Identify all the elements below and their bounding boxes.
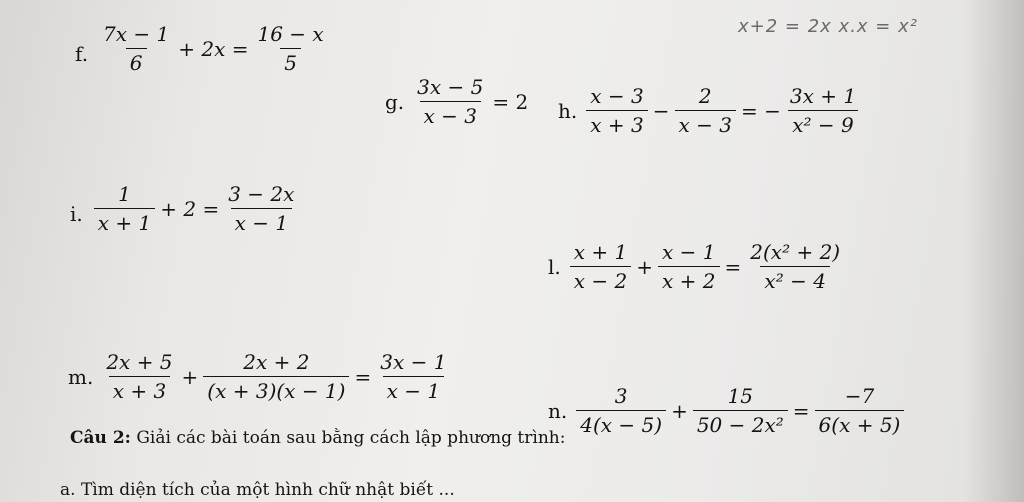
label-f: f. bbox=[75, 42, 89, 66]
numerator: 1 bbox=[118, 182, 131, 206]
label-i: i. bbox=[70, 202, 83, 226]
fraction bbox=[786, 84, 860, 137]
equation-f bbox=[75, 22, 331, 75]
equation-g bbox=[385, 75, 530, 128]
numerator: 16 − x bbox=[257, 22, 324, 46]
fraction bbox=[586, 84, 647, 137]
denominator: 4(x − 5) bbox=[576, 410, 666, 437]
fraction bbox=[99, 22, 173, 75]
numerator: x + 1 bbox=[573, 240, 628, 264]
handwritten-note: x+2 = 2x x.x = x² bbox=[738, 16, 918, 37]
denominator: 6 bbox=[126, 48, 147, 75]
denominator: 50 − 2x² bbox=[693, 410, 788, 437]
denominator: x − 2 bbox=[570, 266, 631, 293]
fraction bbox=[675, 84, 736, 137]
fraction bbox=[570, 240, 631, 293]
operator: + bbox=[636, 254, 654, 279]
operator: = bbox=[792, 398, 810, 423]
fraction bbox=[102, 350, 176, 403]
numerator: x − 1 bbox=[662, 240, 716, 264]
fraction bbox=[815, 384, 905, 437]
operator: + 2x = bbox=[178, 36, 249, 61]
denominator: x + 3 bbox=[109, 376, 170, 403]
numerator: 15 bbox=[727, 384, 754, 408]
fraction bbox=[746, 240, 844, 293]
page-edge-shadow bbox=[964, 0, 1024, 502]
denominator: x + 1 bbox=[94, 208, 155, 235]
numerator: 3x − 1 bbox=[380, 350, 447, 374]
question-2-text: Giải các bài toán sau bằng cách lập phương trình: bbox=[130, 428, 566, 448]
numerator: 3x + 1 bbox=[789, 84, 857, 108]
operator: = bbox=[354, 364, 372, 389]
numerator: 3 bbox=[614, 384, 628, 408]
fraction bbox=[693, 384, 788, 437]
question-2-heading bbox=[70, 428, 565, 448]
fraction bbox=[658, 240, 719, 293]
fraction bbox=[94, 182, 155, 235]
operator: − bbox=[652, 98, 670, 123]
numerator: −7 bbox=[844, 384, 875, 408]
numerator: 7x − 1 bbox=[103, 22, 170, 46]
label-n: n. bbox=[548, 398, 568, 423]
fraction bbox=[576, 384, 666, 437]
equation-m bbox=[68, 350, 453, 403]
equation-i bbox=[70, 182, 301, 235]
operator: = 2 bbox=[492, 89, 529, 114]
label-l: l. bbox=[548, 254, 561, 279]
fraction bbox=[376, 350, 450, 403]
fraction bbox=[413, 75, 487, 128]
equation-h bbox=[558, 84, 863, 137]
denominator: x − 3 bbox=[675, 110, 736, 137]
operator: + bbox=[671, 398, 688, 423]
numerator: 2x + 2 bbox=[243, 350, 310, 374]
numerator: 3 − 2x bbox=[228, 182, 295, 206]
fraction bbox=[224, 182, 298, 235]
equation-n bbox=[548, 384, 907, 437]
denominator: (x + 3)(x − 1) bbox=[203, 376, 349, 403]
fraction bbox=[253, 22, 327, 75]
numerator: x − 3 bbox=[590, 84, 644, 108]
operator: = bbox=[724, 254, 742, 279]
label-m: m. bbox=[68, 364, 94, 389]
denominator: 5 bbox=[280, 48, 301, 75]
numerator: 2x + 5 bbox=[106, 350, 173, 374]
label-h: h. bbox=[558, 98, 578, 123]
numerator: 2 bbox=[698, 84, 712, 108]
denominator: x − 1 bbox=[231, 208, 292, 235]
denominator: x − 1 bbox=[383, 376, 444, 403]
label-g: g. bbox=[385, 89, 405, 114]
fraction bbox=[203, 350, 349, 403]
operator: + 2 = bbox=[160, 196, 220, 221]
denominator: x + 3 bbox=[586, 110, 647, 137]
denominator: x − 3 bbox=[420, 101, 481, 128]
denominator: x² − 4 bbox=[760, 266, 830, 293]
question-2-label: Câu 2: bbox=[70, 428, 131, 448]
numerator: 3x − 5 bbox=[417, 75, 484, 99]
equation-l bbox=[548, 240, 847, 293]
operator: + bbox=[181, 364, 199, 389]
denominator: 6(x + 5) bbox=[815, 410, 905, 437]
operator: = − bbox=[740, 98, 781, 123]
denominator: x² − 9 bbox=[788, 110, 858, 137]
numerator: 2(x² + 2) bbox=[750, 240, 841, 264]
part-a-text: a. Tìm diện tích của một hình chữ nhật biết ... bbox=[60, 480, 455, 500]
denominator: x + 2 bbox=[658, 266, 719, 293]
